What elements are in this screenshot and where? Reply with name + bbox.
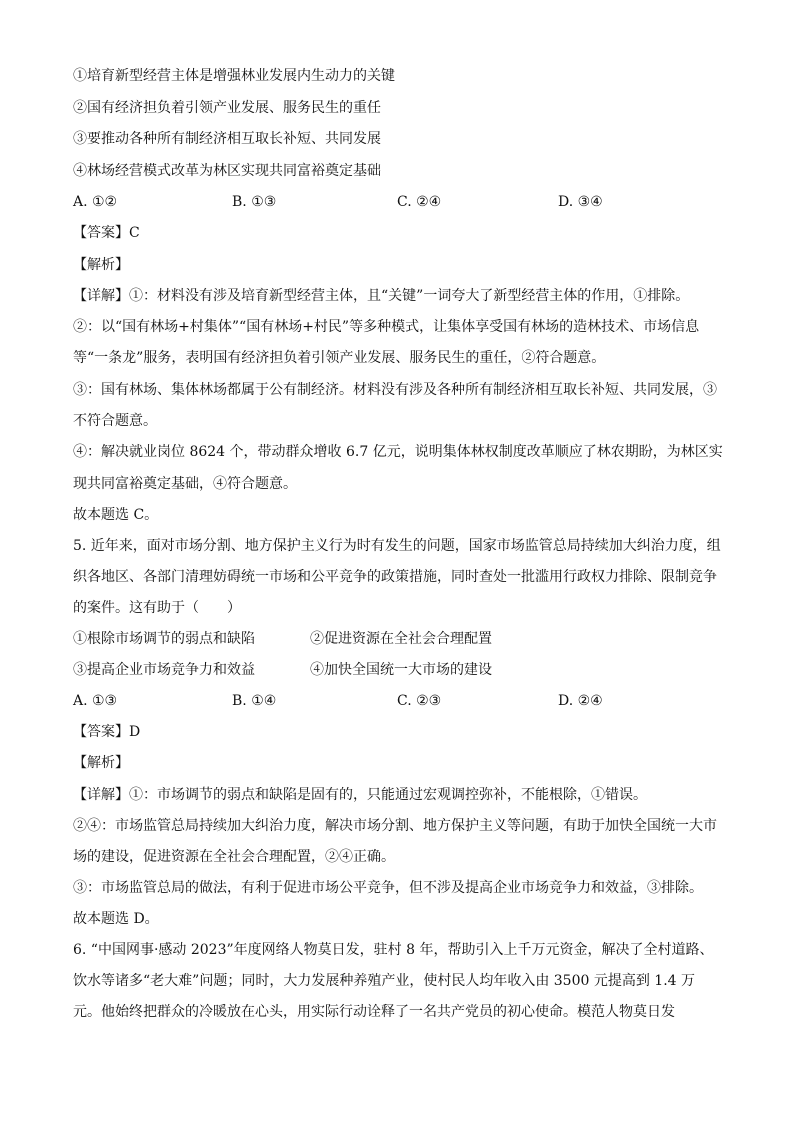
q4-option-a: A. ①② xyxy=(73,194,118,210)
q4-option-d: D. ③④ xyxy=(558,194,603,210)
q5-analysis-label: 【解析】 xyxy=(73,755,129,771)
q5-conclusion: 故本题选 D。 xyxy=(73,911,159,927)
q6-stem-line: 6. “中国网事·感动 2023”年度网络人物莫日发，驻村 8 年，帮助引入上千万元资金，解决了全村道路、 xyxy=(73,942,714,958)
q5-stem-line: 织各地区、各部门清理妨碍统一市场和公平竞争的政策措施，同时查处一批滥用行政权力排除、限制竞争 xyxy=(73,569,717,585)
q4-item-4: ④林场经营模式改革为林区实现共同富裕奠定基础 xyxy=(73,163,381,179)
q4-option-b: B. ①③ xyxy=(232,194,277,210)
q6-stem-line: 饮水等诸多“老大难”问题；同时，大力发展种养殖产业，使村民人均年收入由 3500 元提高到 1.4 万 xyxy=(73,973,696,989)
q4-detail-line: 等“一条龙”服务，表明国有经济担负着引领产业发展、服务民生的重任，②符合题意。 xyxy=(73,350,606,366)
q4-item-2: ②国有经济担负着引领产业发展、服务民生的重任 xyxy=(73,100,381,116)
q4-detail-line: 不符合题意。 xyxy=(73,413,157,429)
q5-detail-line: 场的建设，促进资源在全社会合理配置，②④正确。 xyxy=(73,849,395,865)
q4-conclusion: 故本题选 C。 xyxy=(73,507,159,523)
q5-option-c: C. ②③ xyxy=(397,693,442,709)
q5-detail-line: ②④：市场监管总局持续加大纠治力度，解决市场分割、地方保护主义等问题，有助于加快全国统一大市 xyxy=(73,818,717,834)
q4-item-3: ③要推动各种所有制经济相互取长补短、共同发展 xyxy=(73,131,381,147)
q5-item-4: ④加快全国统一大市场的建设 xyxy=(310,662,492,678)
q5-item-2: ②促进资源在全社会合理配置 xyxy=(310,631,492,647)
q5-stem-line: 的案件。这有助于（ ） xyxy=(73,600,241,616)
q5-detail-line: 【详解】①：市场调节的弱点和缺陷是固有的，只能通过宏观调控弥补，不能根除，①错误。 xyxy=(73,787,647,803)
q4-detail-line: 现共同富裕奠定基础，④符合题意。 xyxy=(73,476,297,492)
q5-item-1: ①根除市场调节的弱点和缺陷 xyxy=(73,631,255,647)
q4-option-c: C. ②④ xyxy=(397,194,442,210)
q4-answer: 【答案】C xyxy=(73,225,140,241)
q5-stem-line: 5. 近年来，面对市场分割、地方保护主义行为时有发生的问题，国家市场监管总局持续加大纠治力度，组 xyxy=(73,538,721,554)
q5-option-a: A. ①③ xyxy=(73,693,118,709)
q6-stem-line: 元。他始终把群众的冷暖放在心头，用实际行动诠释了一名共产党员的初心使命。模范人物莫日发 xyxy=(73,1004,675,1020)
q4-detail-line: ②：以“国有林场+村集体”“国有林场+村民”等多种模式，让集体享受国有林场的造林技术、市场信息 xyxy=(73,319,700,335)
q4-analysis-label: 【解析】 xyxy=(73,257,129,273)
q4-item-1: ①培育新型经营主体是增强林业发展内生动力的关键 xyxy=(73,68,395,84)
q4-detail-line: 【详解】①：材料没有涉及培育新型经营主体，且“关键”一词夸大了新型经营主体的作用，①排除。 xyxy=(73,288,690,304)
q4-detail-line: ④：解决就业岗位 8624 个，带动群众增收 6.7 亿元，说明集体林权制度改革顺应了林农期盼，为林区实 xyxy=(73,444,723,460)
q5-answer: 【答案】D xyxy=(73,724,141,740)
q4-detail-line: ③：国有林场、集体林场都属于公有制经济。材料没有涉及各种所有制经济相互取长补短、共同发展，③ xyxy=(73,382,717,398)
q5-option-d: D. ②④ xyxy=(558,693,603,709)
q5-item-3: ③提高企业市场竞争力和效益 xyxy=(73,662,255,678)
q5-detail-line: ③：市场监管总局的做法，有利于促进市场公平竞争，但不涉及提高企业市场竞争力和效益，③排除。 xyxy=(73,880,703,896)
q5-option-b: B. ①④ xyxy=(232,693,277,709)
